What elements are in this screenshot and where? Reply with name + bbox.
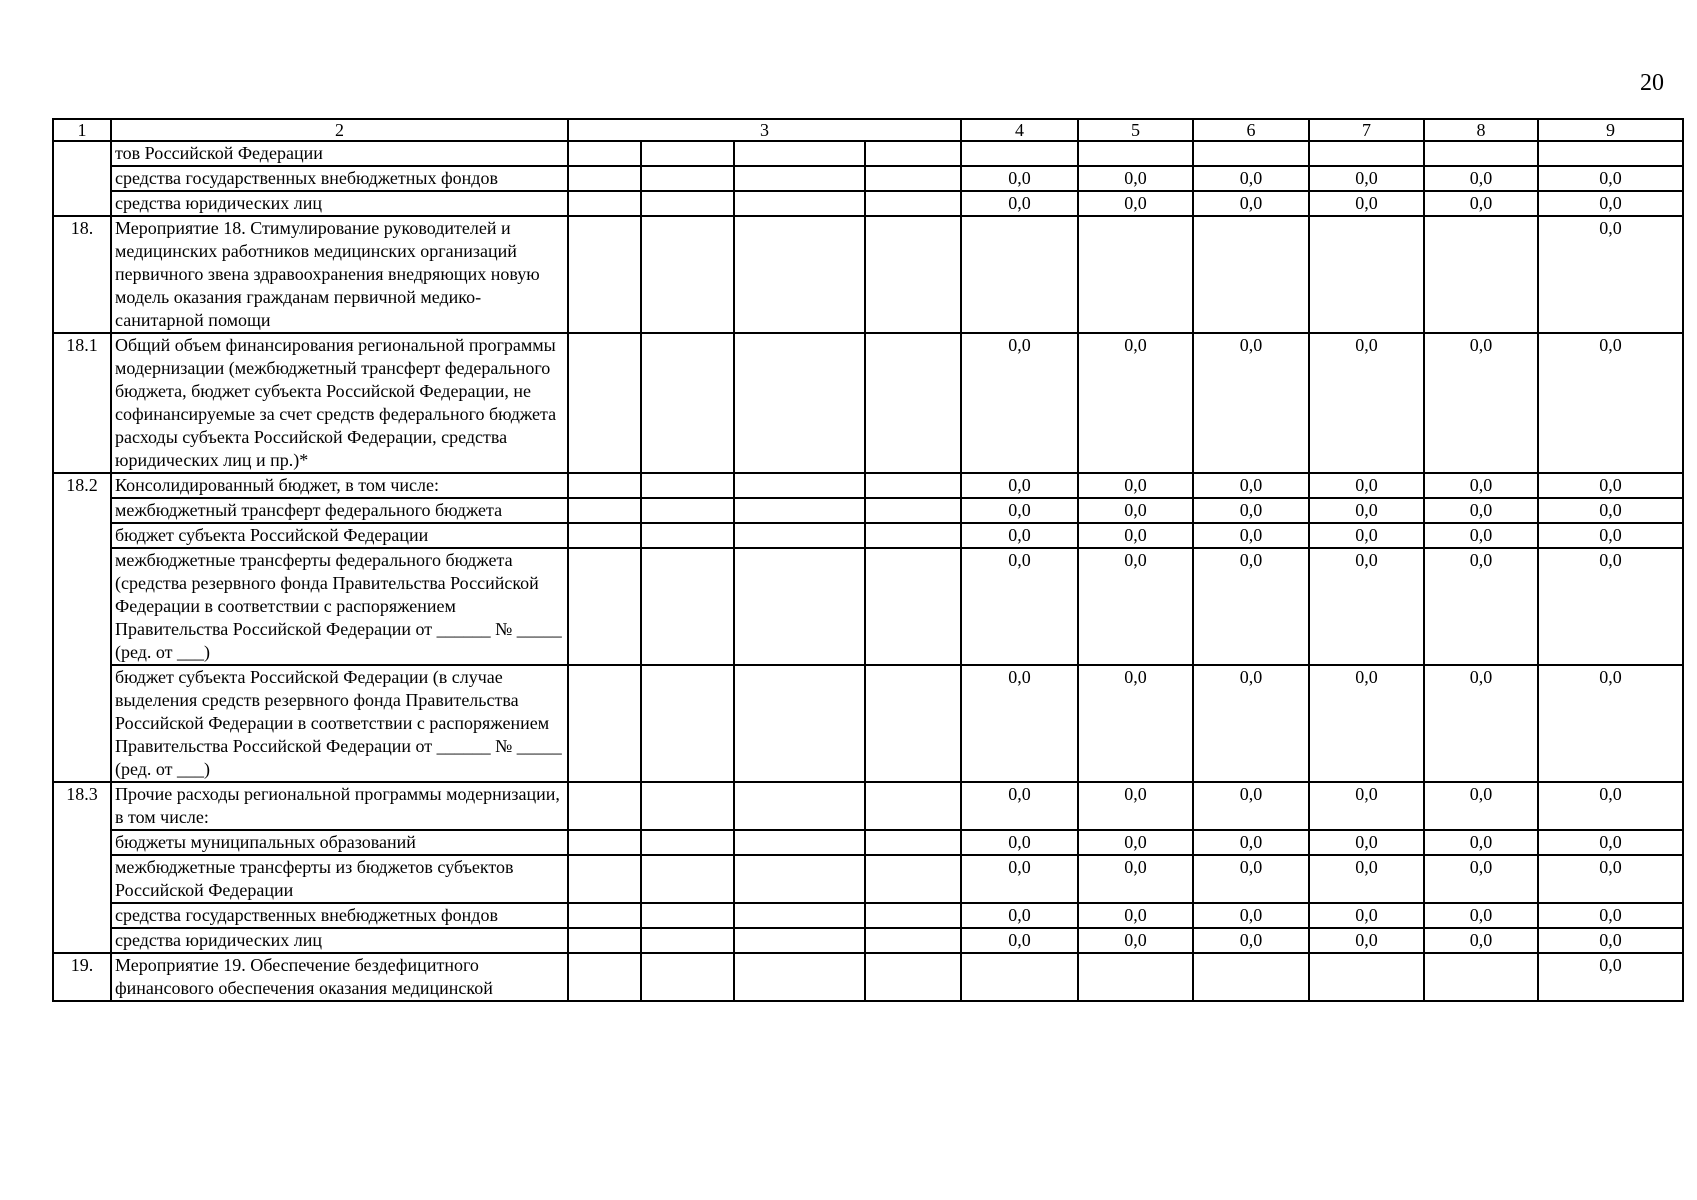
value-cell: 0,0 <box>961 782 1078 830</box>
empty-cell <box>641 523 734 548</box>
empty-cell <box>734 548 865 665</box>
value-cell <box>1424 216 1538 333</box>
value-cell: 0,0 <box>1538 473 1683 498</box>
empty-cell <box>641 903 734 928</box>
value-cell: 0,0 <box>961 830 1078 855</box>
empty-cell <box>734 665 865 782</box>
empty-cell <box>641 333 734 473</box>
header-cell: 9 <box>1538 119 1683 141</box>
empty-cell <box>734 830 865 855</box>
row-description: Мероприятие 19. Обеспечение бездефицитного финансового обеспечения оказания медицинской <box>111 953 568 1001</box>
row-number: 18.3 <box>53 782 111 953</box>
value-cell: 0,0 <box>1309 830 1424 855</box>
table-row <box>53 953 1683 1001</box>
table-row <box>53 141 1683 166</box>
row-description: бюджет субъекта Российской Федерации (в случае выделения средств резервного фонда Правительства Российской Федерации в соответствии с распоряжением Правительства Российской Федерации от ______ № _____ (ред. от ___) <box>111 665 568 782</box>
value-cell: 0,0 <box>1078 855 1193 903</box>
value-cell: 0,0 <box>961 548 1078 665</box>
value-cell: 0,0 <box>1193 191 1309 216</box>
empty-cell <box>568 498 641 523</box>
value-cell: 0,0 <box>1193 855 1309 903</box>
value-cell: 0,0 <box>1538 782 1683 830</box>
empty-cell <box>568 166 641 191</box>
header-cell: 8 <box>1424 119 1538 141</box>
header-cell: 5 <box>1078 119 1193 141</box>
value-cell <box>1424 953 1538 1001</box>
table-row <box>53 665 1683 782</box>
empty-cell <box>734 473 865 498</box>
empty-cell <box>734 498 865 523</box>
empty-cell <box>865 141 961 166</box>
value-cell: 0,0 <box>1078 166 1193 191</box>
value-cell: 0,0 <box>1309 333 1424 473</box>
table-row <box>53 333 1683 473</box>
empty-cell <box>865 216 961 333</box>
value-cell: 0,0 <box>1193 665 1309 782</box>
value-cell <box>961 216 1078 333</box>
row-description: средства государственных внебюджетных фондов <box>111 166 568 191</box>
value-cell: 0,0 <box>961 333 1078 473</box>
table-row <box>53 855 1683 903</box>
empty-cell <box>568 141 641 166</box>
value-cell: 0,0 <box>1309 498 1424 523</box>
row-number: 18.1 <box>53 333 111 473</box>
header-cell: 6 <box>1193 119 1309 141</box>
value-cell <box>1078 216 1193 333</box>
value-cell: 0,0 <box>1193 473 1309 498</box>
value-cell <box>961 141 1078 166</box>
value-cell: 0,0 <box>961 473 1078 498</box>
value-cell: 0,0 <box>1078 523 1193 548</box>
empty-cell <box>734 523 865 548</box>
value-cell: 0,0 <box>1424 665 1538 782</box>
empty-cell <box>641 665 734 782</box>
empty-cell <box>641 928 734 953</box>
value-cell: 0,0 <box>1193 928 1309 953</box>
empty-cell <box>865 953 961 1001</box>
table-row <box>53 498 1683 523</box>
empty-cell <box>641 855 734 903</box>
header-cell: 4 <box>961 119 1078 141</box>
empty-cell <box>865 473 961 498</box>
value-cell: 0,0 <box>1309 548 1424 665</box>
empty-cell <box>734 216 865 333</box>
value-cell: 0,0 <box>1424 855 1538 903</box>
empty-cell <box>734 141 865 166</box>
value-cell: 0,0 <box>1193 166 1309 191</box>
value-cell: 0,0 <box>1193 782 1309 830</box>
row-number <box>53 141 111 216</box>
value-cell: 0,0 <box>1538 216 1683 333</box>
value-cell <box>1309 953 1424 1001</box>
empty-cell <box>568 191 641 216</box>
empty-cell <box>865 782 961 830</box>
value-cell: 0,0 <box>1309 782 1424 830</box>
empty-cell <box>865 665 961 782</box>
header-cell: 3 <box>568 119 961 141</box>
value-cell: 0,0 <box>1424 191 1538 216</box>
empty-cell <box>865 903 961 928</box>
empty-cell <box>865 830 961 855</box>
value-cell: 0,0 <box>1078 830 1193 855</box>
value-cell: 0,0 <box>1309 473 1424 498</box>
value-cell: 0,0 <box>1424 928 1538 953</box>
row-description: межбюджетный трансферт федерального бюджета <box>111 498 568 523</box>
value-cell <box>1309 216 1424 333</box>
row-description: Консолидированный бюджет, в том числе: <box>111 473 568 498</box>
value-cell: 0,0 <box>1424 548 1538 665</box>
value-cell: 0,0 <box>1078 782 1193 830</box>
value-cell: 0,0 <box>1538 903 1683 928</box>
table-row <box>53 928 1683 953</box>
value-cell: 0,0 <box>1078 903 1193 928</box>
value-cell: 0,0 <box>1309 191 1424 216</box>
empty-cell <box>568 855 641 903</box>
row-number: 19. <box>53 953 111 1001</box>
empty-cell <box>568 333 641 473</box>
empty-cell <box>568 665 641 782</box>
empty-cell <box>568 216 641 333</box>
table-row <box>53 548 1683 665</box>
value-cell <box>961 953 1078 1001</box>
value-cell: 0,0 <box>1078 665 1193 782</box>
value-cell: 0,0 <box>1193 498 1309 523</box>
empty-cell <box>641 216 734 333</box>
value-cell: 0,0 <box>1078 928 1193 953</box>
empty-cell <box>865 855 961 903</box>
empty-cell <box>641 548 734 665</box>
value-cell: 0,0 <box>961 166 1078 191</box>
value-cell: 0,0 <box>1309 903 1424 928</box>
value-cell: 0,0 <box>1424 473 1538 498</box>
empty-cell <box>641 141 734 166</box>
value-cell: 0,0 <box>1193 903 1309 928</box>
row-description: средства юридических лиц <box>111 191 568 216</box>
table-row <box>53 523 1683 548</box>
empty-cell <box>568 903 641 928</box>
value-cell: 0,0 <box>1309 855 1424 903</box>
value-cell: 0,0 <box>1424 166 1538 191</box>
value-cell: 0,0 <box>1193 523 1309 548</box>
empty-cell <box>568 473 641 498</box>
table-row <box>53 166 1683 191</box>
value-cell: 0,0 <box>1309 928 1424 953</box>
empty-cell <box>568 928 641 953</box>
value-cell: 0,0 <box>1424 830 1538 855</box>
value-cell: 0,0 <box>961 855 1078 903</box>
empty-cell <box>568 953 641 1001</box>
value-cell <box>1193 953 1309 1001</box>
value-cell: 0,0 <box>1193 830 1309 855</box>
value-cell: 0,0 <box>1078 548 1193 665</box>
value-cell: 0,0 <box>1538 855 1683 903</box>
empty-cell <box>641 782 734 830</box>
value-cell: 0,0 <box>1309 523 1424 548</box>
row-description: Прочие расходы региональной программы модернизации, в том числе: <box>111 782 568 830</box>
page-number: 20 <box>1640 70 1664 96</box>
value-cell: 0,0 <box>961 191 1078 216</box>
empty-cell <box>865 191 961 216</box>
empty-cell <box>641 191 734 216</box>
row-description: Мероприятие 18. Стимулирование руководителей и медицинских работников медицинских организаций первичного звена здравоохранения внедряющих новую модель оказания гражданам первичной медико-санитарной помощи <box>111 216 568 333</box>
empty-cell <box>865 166 961 191</box>
value-cell: 0,0 <box>961 523 1078 548</box>
empty-cell <box>568 548 641 665</box>
table-row <box>53 473 1683 498</box>
row-number: 18.2 <box>53 473 111 782</box>
table-row <box>53 216 1683 333</box>
empty-cell <box>865 498 961 523</box>
value-cell: 0,0 <box>1078 498 1193 523</box>
value-cell <box>1193 216 1309 333</box>
value-cell: 0,0 <box>1309 665 1424 782</box>
empty-cell <box>734 903 865 928</box>
value-cell: 0,0 <box>1424 498 1538 523</box>
value-cell: 0,0 <box>961 665 1078 782</box>
value-cell: 0,0 <box>1538 166 1683 191</box>
value-cell: 0,0 <box>961 928 1078 953</box>
empty-cell <box>641 498 734 523</box>
empty-cell <box>734 333 865 473</box>
value-cell: 0,0 <box>1538 928 1683 953</box>
value-cell: 0,0 <box>1538 548 1683 665</box>
row-description: средства юридических лиц <box>111 928 568 953</box>
empty-cell <box>641 473 734 498</box>
row-description: межбюджетные трансферты из бюджетов субъектов Российской Федерации <box>111 855 568 903</box>
value-cell: 0,0 <box>961 498 1078 523</box>
value-cell <box>1193 141 1309 166</box>
value-cell: 0,0 <box>1078 333 1193 473</box>
value-cell <box>1078 953 1193 1001</box>
value-cell: 0,0 <box>961 903 1078 928</box>
empty-cell <box>734 855 865 903</box>
row-number: 18. <box>53 216 111 333</box>
table-row <box>53 191 1683 216</box>
header-cell: 7 <box>1309 119 1424 141</box>
value-cell: 0,0 <box>1538 665 1683 782</box>
row-description: средства государственных внебюджетных фондов <box>111 903 568 928</box>
value-cell <box>1309 141 1424 166</box>
table-header-row <box>53 119 1683 141</box>
empty-cell <box>641 166 734 191</box>
empty-cell <box>734 191 865 216</box>
row-description: бюджеты муниципальных образований <box>111 830 568 855</box>
empty-cell <box>568 782 641 830</box>
empty-cell <box>641 953 734 1001</box>
value-cell: 0,0 <box>1309 166 1424 191</box>
value-cell: 0,0 <box>1424 523 1538 548</box>
value-cell: 0,0 <box>1424 903 1538 928</box>
value-cell: 0,0 <box>1078 191 1193 216</box>
table-row <box>53 782 1683 830</box>
value-cell: 0,0 <box>1538 498 1683 523</box>
row-description: бюджет субъекта Российской Федерации <box>111 523 568 548</box>
value-cell: 0,0 <box>1538 523 1683 548</box>
value-cell <box>1078 141 1193 166</box>
empty-cell <box>734 166 865 191</box>
header-cell: 2 <box>111 119 568 141</box>
value-cell: 0,0 <box>1424 782 1538 830</box>
empty-cell <box>865 523 961 548</box>
value-cell: 0,0 <box>1424 333 1538 473</box>
value-cell: 0,0 <box>1538 830 1683 855</box>
table-row <box>53 903 1683 928</box>
row-description: межбюджетные трансферты федерального бюджета (средства резервного фонда Правительства Российской Федерации в соответствии с распоряжением Правительства Российской Федерации от ______ № _____ (ред. от ___) <box>111 548 568 665</box>
empty-cell <box>865 928 961 953</box>
empty-cell <box>865 548 961 665</box>
empty-cell <box>641 830 734 855</box>
row-description: тов Российской Федерации <box>111 141 568 166</box>
row-description: Общий объем финансирования региональной программы модернизации (межбюджетный трансферт федерального бюджета, бюджет субъекта Российской Федерации, не софинансируемые за счет средств федерального бюджета расходы субъекта Российской Федерации, средства юридических лиц и пр.)* <box>111 333 568 473</box>
empty-cell <box>865 333 961 473</box>
budget-table <box>52 118 1684 1002</box>
empty-cell <box>734 928 865 953</box>
value-cell: 0,0 <box>1078 473 1193 498</box>
value-cell: 0,0 <box>1538 191 1683 216</box>
value-cell: 0,0 <box>1193 548 1309 665</box>
empty-cell <box>734 782 865 830</box>
value-cell: 0,0 <box>1538 333 1683 473</box>
header-cell: 1 <box>53 119 111 141</box>
value-cell <box>1538 141 1683 166</box>
value-cell: 0,0 <box>1193 333 1309 473</box>
empty-cell <box>734 953 865 1001</box>
empty-cell <box>568 523 641 548</box>
table-row <box>53 830 1683 855</box>
value-cell: 0,0 <box>1538 953 1683 1001</box>
value-cell <box>1424 141 1538 166</box>
empty-cell <box>568 830 641 855</box>
